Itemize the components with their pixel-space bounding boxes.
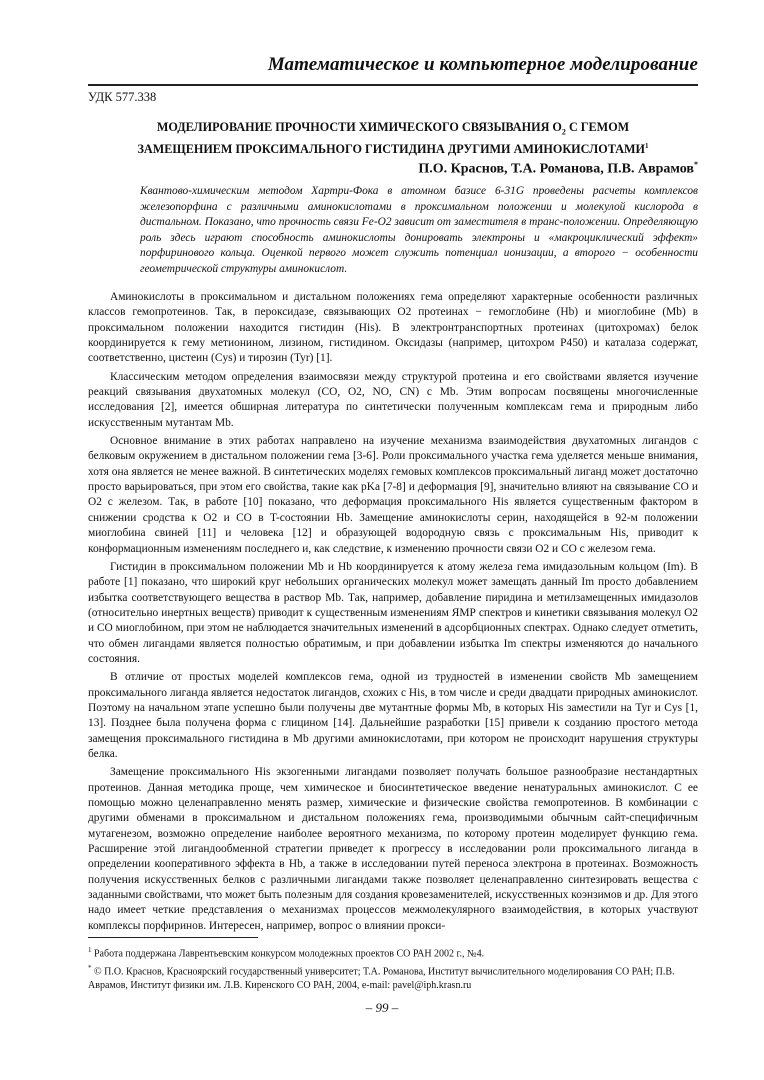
title-line1-part-b: С ГЕМОМ bbox=[565, 120, 630, 134]
footnote-funding bbox=[88, 944, 698, 960]
paragraph: Замещение проксимального His экзогенными лигандами позволяет получать большое разнообразие нестандартных протеинов. Данная методика проще, чем химическое и биосинтетическое введение ненатуральных аминокислот. С ее помощью можно целенаправленно менять размер, химические и физические свойства гемопротеинов. В комбинации с другими обменами в проксимальном и дистальном положениях гема, производимыми обычным сайт-специфичным мутагенезом, возможно определение наиболее вероятного механизма, по которому протеин моделирует функцию гема. Расширение этой лигандообменной стратегии приведет к прогрессу в исследовании роли проксимального лиганда в определении кооперативного эффекта в Hb, а также в исследовании путей переноса электрона в протеинах. Возможность получения искусственных белков с различными лигандами также позволяет целенаправленно синтезировать вещества с заданными свойствами, что может быть полезным для создания кровезаменителей, искусственных коэнзимов и др. Для этого надо имеет четкие представления о механизмах процессов межмолекулярного взаимодействия, в которых участвуют комплексы порфиринов. Интересен, например, вопрос о влиянии прокси- bbox=[88, 766, 698, 932]
page-number: – 99 – bbox=[365, 1000, 399, 1015]
footnote-text: Работа поддержана Лаврентьевским конкурсом молодежных проектов СО РАН 2002 г., №4. bbox=[91, 948, 485, 960]
udc-code: УДК 577.338 bbox=[88, 90, 157, 104]
article-title bbox=[88, 120, 698, 158]
footnote-mark: 1 bbox=[88, 946, 92, 954]
author-names: П.О. Краснов, Т.А. Романова, П.В. Аврамов bbox=[418, 161, 694, 177]
article-body bbox=[88, 290, 698, 937]
title-footnote-mark: 1 bbox=[645, 142, 649, 151]
paragraph: Гистидин в проксимальном положении Mb и Hb координируется к атому железа гема имидазольным кольцом (Im). В работе [1] показано, что широкий круг небольших органических молекул может замещать данный Im просто добавлением избытка соответствующего вещества в раствор Mb. Так, например, добавление пиридина и метилзамещенных имидазолов (относительно инертных веществ) приводит к существенным изменениям ЯМР спектров и кинетики связывания молекул O2 и CO миоглобином, при этом не наблюдается значительных изменений в адсорбционных спектрах. Однако следует отметить, что обмен лигандами является полностью обратимым, и при добавлении избытка Im спектры изменяются до начального состояния. bbox=[88, 560, 698, 665]
authors bbox=[418, 160, 698, 178]
footnote-affiliations bbox=[88, 962, 698, 991]
journal-section-title: Математическое и компьютерное моделирование bbox=[267, 54, 698, 75]
running-header bbox=[88, 54, 698, 86]
title-line1-part-a: МОДЕЛИРОВАНИЕ ПРОЧНОСТИ ХИМИЧЕСКОГО СВЯЗЫВАНИЯ O bbox=[156, 120, 562, 134]
title-subscript: 2 bbox=[561, 127, 566, 137]
paragraph: В отличие от простых моделей комплексов гема, одной из трудностей в изменении свойств Mb замещением проксимального лиганда является недостаток лигандов, схожих с His, в том числе и среди двадцати природных аминокислот. Поэтому на начальном этапе успешно были получены две мутантные формы Mb, в которых His заместили на Tyr и Cys [1, 13]. Позднее была получена форма с глицином [14]. Дальнейшие разработки [15] привели к созданию простого метода замещения проксимального гистидина в Mb другими аминокислотами, при котором не происходит нарушения структуры белка. bbox=[88, 671, 698, 760]
footnotes bbox=[88, 937, 698, 994]
paragraph: Основное внимание в этих работах направлено на изучение механизма взаимодействия двухатомных лигандов с белковым окружением в дистальном положении гема [3-6]. Роли проксимального участка гема уделяется меньше внимания, хотя она является не менее важной. В синтетических моделях гемовых комплексов проксимальный лиганд может достаточно просто варьироваться, при этом его свойства, такие как pKa [7-8] и деформация [9], значительно влияют на связывание CO и O2 с железом. Так, в работе [10] показано, что деформация проксимального His является существенным фактором в снижении сродства к O2 и CO в T-состоянии Hb. Замещение аминокислоты серин, находящейся в 92-м положении миоглобина свиней [11] и человека [12] и образующей водородную связь с проксимальным His, приводит к конформационным изменениям последнего и, как следствие, к изменению прочности связи O2 и CO с железом гема. bbox=[88, 435, 698, 555]
footnote-text: © П.О. Краснов, Красноярский государственный университет; Т.А. Романова, Институт вычислительного моделирования СО РАН; П.В. Аврамов, Институт физики им. Л.В. Киренского СО РАН, 2004, e-mail: pavel@iph.krasn.ru bbox=[88, 966, 675, 991]
author-footnote-mark: * bbox=[694, 160, 698, 169]
footnote-mark: * bbox=[88, 964, 92, 973]
paragraph: Аминокислоты в проксимальном и дистальном положениях гема определяют характерные особенности различных классов гемопротеинов. Так, в пероксидазе, связывающих O2 протеинах − гемоглобине (Hb) и миоглобине (Mb) в проксимальном положении находится гистидин (His). В электронтранспортных протеинах (цитохромах) белок координируется к гему метионином, лизином, гистидином. Оксидазы (например, цитохром P450) и каталаза содержат, соответственно, цистеин (Cys) и тирозин (Tyr) [1]. bbox=[88, 291, 698, 365]
title-line2: ЗАМЕЩЕНИЕМ ПРОКСИМАЛЬНОГО ГИСТИДИНА ДРУГИМИ АМИНОКИСЛОТАМИ bbox=[137, 142, 646, 157]
footnote-divider bbox=[88, 937, 258, 938]
paragraph: Классическим методом определения взаимосвязи между структурой протеина и его свойствами является изучение реакций связывания двухатомных молекул (CO, O2, NO, CN) с Mb. Этим вопросам посвящены многочисленные исследования [2], имеется обширная литература по синтетически полученным комплексам гема и природным либо искусственным мутантам Mb. bbox=[88, 370, 698, 429]
abstract: Квантово-химическим методом Хартри-Фока в атомном базисе 6-31G проведены расчеты комплексов железопорфина с различными аминокислотами в проксимальном положении и молекулой кислорода в дистальном. Показано, что прочность связи Fe-O2 зависит от заместителя в транс-положении. Определяющую роль здесь играют способность аминокислоты донировать электроны и «макроциклический эффект» порфиринового кольца. Оценкой первого может служить потенциал ионизации, а второго − особенности геометрической структуры аминокислот. bbox=[140, 185, 698, 275]
